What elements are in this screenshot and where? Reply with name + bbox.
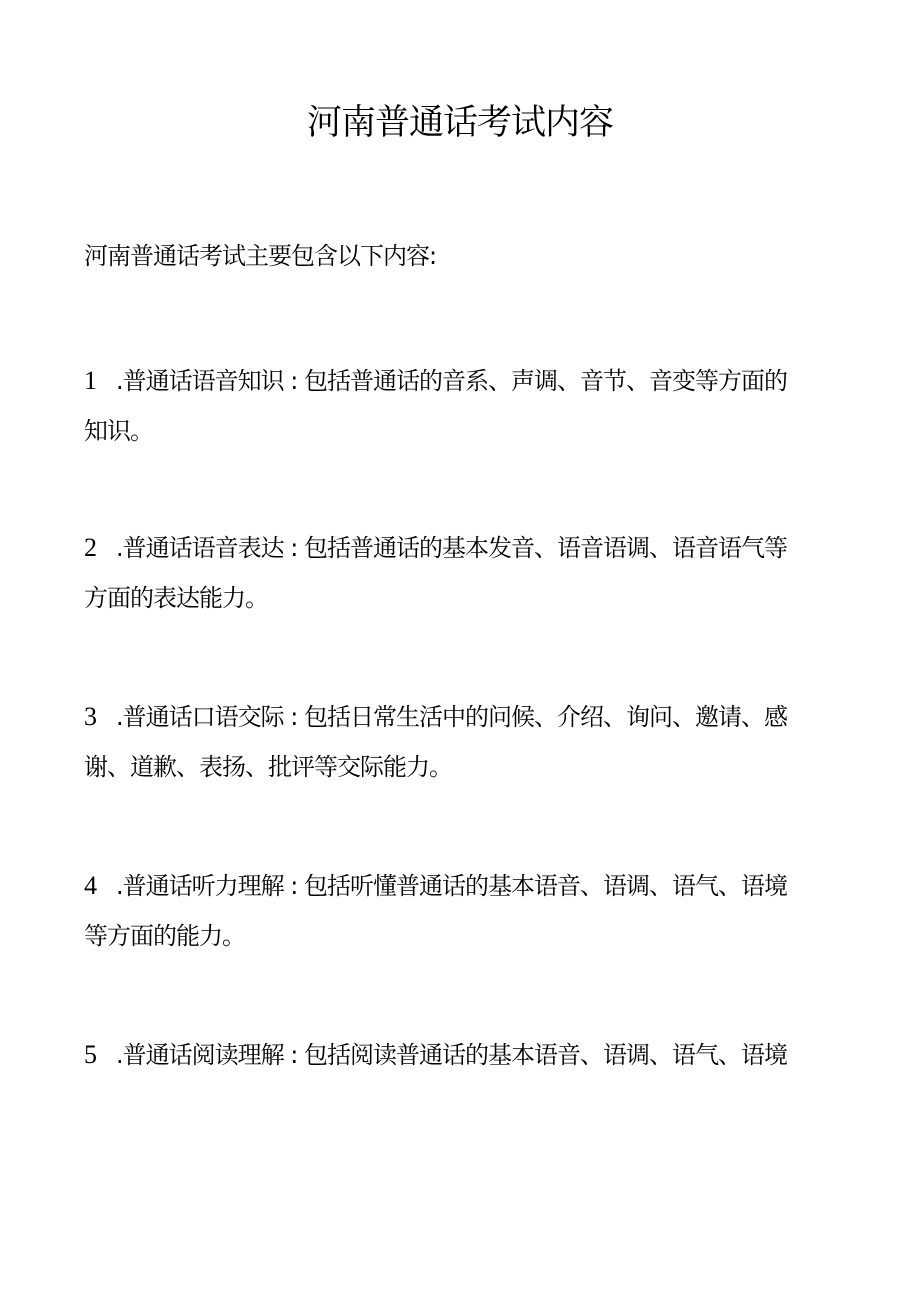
list-item-text: .普通话语音知识 : 包括普通话的音系、声调、音节、音变等方面的 [116, 367, 787, 395]
document-title: 河南普通话考试内容 [306, 103, 613, 143]
list-item-continuation: 谢、道歉、表扬、批评等交际能力。 [84, 753, 452, 781]
list-item-text: .普通话语音表达 : 包括普通话的基本发音、语音语调、语音语气等 [116, 534, 787, 562]
list-item-text: .普通话听力理解 : 包括听懂普通话的基本语音、语调、语气、语境 [116, 872, 787, 900]
list-item-line [84, 1038, 834, 1088]
list-item-line [84, 869, 834, 919]
intro-paragraph: 河南普通话考试主要包含以下内容: [84, 242, 437, 270]
list-item-line [84, 700, 834, 750]
list-item-text: .普通话阅读理解 : 包括阅读普通话的基本语音、语调、语气、语境 [116, 1041, 787, 1069]
list-item-continuation: 知识。 [84, 417, 153, 445]
list-item-number: 1 [84, 366, 97, 395]
list-item-text: .普通话口语交际 : 包括日常生活中的问候、介绍、询问、邀请、感 [116, 703, 787, 731]
list-item [84, 1038, 834, 1088]
list-item-number: 2 [84, 533, 97, 562]
list-item-line [84, 364, 834, 414]
list-item-number: 3 [84, 702, 97, 731]
list-item [84, 700, 834, 800]
list-item-continuation: 等方面的能力。 [84, 922, 245, 950]
list-item [84, 364, 834, 464]
list-item [84, 531, 834, 631]
list-item [84, 869, 834, 969]
list-item-number: 4 [84, 871, 97, 900]
list-item-line [84, 531, 834, 581]
list-item-number: 5 [84, 1040, 97, 1069]
list-item-continuation: 方面的表达能力。 [84, 584, 268, 612]
